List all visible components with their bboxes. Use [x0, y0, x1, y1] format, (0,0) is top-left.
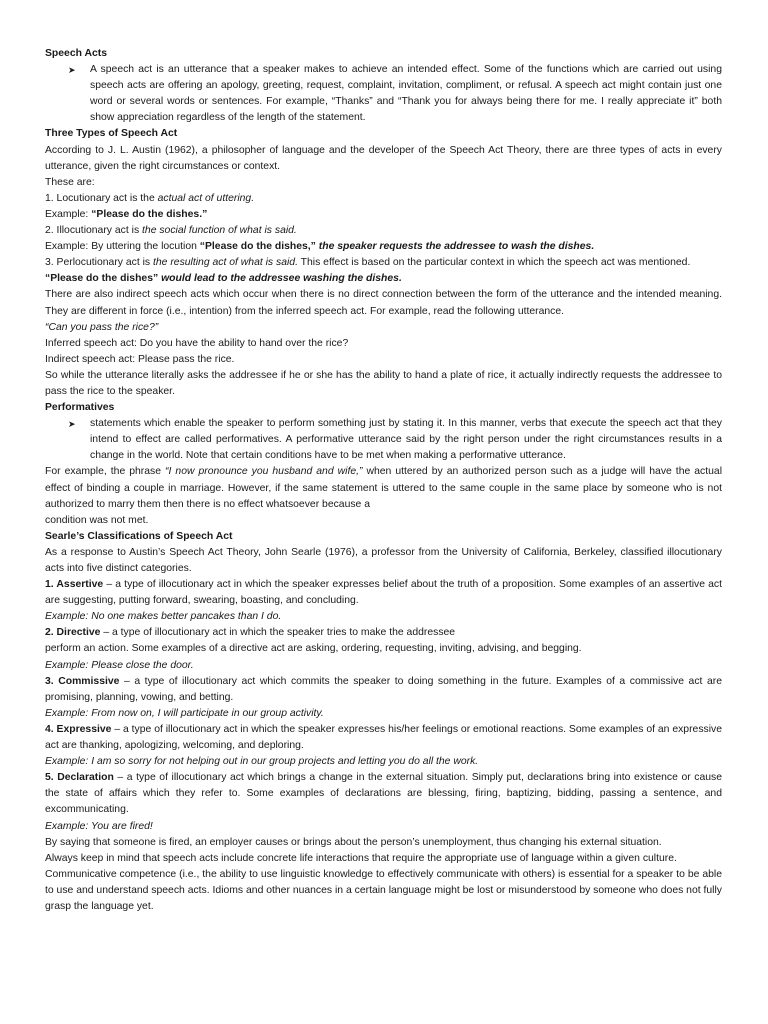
example-explanation: when uttered by an authorized person such as a judge will have the actual effect of binding a couple in marriage. However, if the same statement is uttered to the same couple in the same place by someone who is not authorized to marry them then there is no effect whatsoever because a: [45, 466, 722, 510]
expressive-definition: – a type of illocutionary act in which the speaker expresses his/her feelings or emotional reactions. Some examples of an expressive act are thanking, apologizing, welcoming, and deploring.: [45, 723, 722, 752]
example-explanation: would lead to the addressee washing the dishes.: [158, 273, 402, 285]
declaration-example: Example: You are fired!: [45, 820, 153, 832]
these-are: These are:: [45, 176, 95, 188]
example-label: Example:: [45, 208, 92, 220]
example-quote: “Please do the dishes,”: [199, 241, 316, 253]
illocutionary-definition: the social function of what is said.: [142, 225, 297, 237]
locutionary-label: 1. Locutionary act is the: [45, 192, 158, 204]
three-types-heading: Three Types of Speech Act: [45, 128, 178, 140]
performatives-heading: Performatives: [45, 402, 115, 414]
directive-definition: – a type of illocutionary act in which the speaker tries to make the addressee: [100, 627, 456, 639]
speech-act-definition-bullet: [45, 62, 722, 126]
commissive-label: 3. Commissive: [45, 675, 120, 687]
declaration-definition: – a type of illocutionary act which brings a change in the external situation. Simply put, declarations bring into existence or cause the state of affairs which they refer to. Some examples of declarations are blessing, firing, baptizing, bidding, passing a sentence, and excommunicating.: [45, 772, 722, 816]
rice-explanation: So while the utterance literally asks the addressee if he or she has the ability to hand a plate of rice, it actually indirectly requests the addressee to pass the rice to the speaker.: [45, 369, 722, 397]
example-quote: “Please do the dishes”: [45, 273, 159, 285]
directive-example: Example: Please close the door.: [45, 659, 194, 671]
assertive-item: [45, 577, 722, 609]
indirect-speech-acts: There are also indirect speech acts which occur when there is no direct connection between the form of the utterance and the intended meaning. They are different in force (i.e., intention) from the inferred speech act. For example, read the following utterance.: [45, 289, 722, 317]
expressive-example: Example: I am so sorry for not helping out in our group projects and letting you do all the work.: [45, 756, 479, 768]
perlocutionary-definition: the resulting act of what is said.: [153, 257, 298, 269]
searle-heading: Searle’s Classifications of Speech Act: [45, 530, 233, 542]
locutionary-example: [45, 207, 722, 223]
performatives-definition: statements which enable the speaker to perform something just by stating it. In this manner, verbs that execute the speech act that they intend to effect are called performatives. A performative utterance said by the right person under the right circumstances results in a change in the world. Note that certain conditions have to be met when making a performative utterance.: [90, 418, 722, 462]
by-saying: By saying that someone is fired, an employer causes or brings about the person’s unemployment, thus changing his external situation.: [45, 836, 662, 848]
expressive-item: [45, 722, 722, 754]
perlocutionary-explanation: This effect is based on the particular context in which the speech act was mentioned.: [297, 257, 691, 269]
example-quote: “Please do the dishes.”: [91, 208, 208, 220]
perlocutionary-line: [45, 255, 722, 271]
assertive-example: Example: No one makes better pancakes than I do.: [45, 611, 282, 623]
locutionary-definition: actual act of uttering.: [157, 192, 255, 204]
document-page: [45, 46, 722, 915]
assertive-definition: – a type of illocutionary act in which the speaker expresses belief about the truth of a proposition. Some examples of an assertive act are suggesting, putting forward, swearing, boasting, and concluding.: [45, 579, 722, 607]
illocutionary-line: [45, 223, 722, 239]
speech-act-definition-text: A speech act is an utterance that a speaker makes to achieve an intended effect. Some of the functions which are carried out using speech acts are offering an apology, greeting, request, complaint, invitation, compliment, or refusal. A speech act might contain just one word or several words or sentences. For example, “Thanks” and “Thank you for always being there for me. I really appreciate it” both show appreciation regardless of the length of the statement.: [90, 64, 722, 124]
always-keep-in-mind: Always keep in mind that speech acts include concrete life interactions that require the appropriate use of language within a given culture.: [45, 852, 677, 864]
commissive-example: Example: From now on, I will participate in our group activity.: [45, 707, 324, 719]
example-explanation: the speaker requests the addressee to wash the dishes.: [315, 241, 595, 253]
example-quote: “I now pronounce you husband and wife,”: [165, 466, 363, 478]
speech-acts-heading: Speech Acts: [45, 48, 107, 59]
expressive-label: 4. Expressive: [45, 723, 112, 735]
commissive-item: [45, 674, 722, 706]
communicative-competence: Communicative competence (i.e., the ability to use linguistic knowledge to effectively communicate with others) is essential for a speaker to be able to use and understand speech acts. Idioms and other nuances in a certain language might be lost or misunderstood by someone who does not fully grasp the language yet.: [45, 868, 722, 912]
illocutionary-example: [45, 239, 722, 255]
directive-label: 2. Directive: [45, 627, 101, 639]
perlocutionary-example: [45, 271, 722, 287]
performatives-bullet: [45, 416, 722, 464]
directive-item: [45, 625, 722, 641]
assertive-label: 1. Assertive: [45, 579, 104, 591]
arrow-bullet-icon: ➤: [68, 65, 76, 76]
inferred-speech-act: Inferred speech act: Do you have the ability to hand over the rice?: [45, 337, 349, 349]
example-lead: For example, the phrase: [45, 466, 166, 478]
example-label: Example: By uttering the locution: [45, 241, 200, 253]
illocutionary-label: 2. Illocutionary act is: [45, 225, 143, 237]
austin-intro: According to J. L. Austin (1962), a philosopher of language and the developer of the Speech Act Theory, there are three types of acts in every utterance, given the right circumstances or context.: [45, 144, 722, 172]
arrow-bullet-icon: ➤: [68, 419, 76, 430]
searle-intro: As a response to Austin’s Speech Act Theory, John Searle (1976), a professor from the University of California, Berkeley, classified illocutionary acts into five distinct categories.: [45, 546, 722, 574]
commissive-definition: – a type of illocutionary act which commits the speaker to doing something in the future. Examples of a commissive act are promising, planning, vowing, and betting.: [45, 675, 722, 703]
performatives-example: [45, 464, 722, 512]
locutionary-line: [45, 191, 722, 207]
directive-continued: perform an action. Some examples of a directive act are asking, ordering, requesting, inviting, advising, and begging.: [45, 643, 582, 655]
declaration-label: 5. Declaration: [45, 772, 114, 784]
condition-line: condition was not met.: [45, 514, 149, 526]
rice-question: “Can you pass the rice?”: [45, 321, 159, 333]
perlocutionary-label: 3. Perlocutionary act is: [45, 257, 153, 269]
declaration-item: [45, 770, 722, 818]
indirect-speech-act: Indirect speech act: Please pass the rice.: [45, 353, 235, 365]
